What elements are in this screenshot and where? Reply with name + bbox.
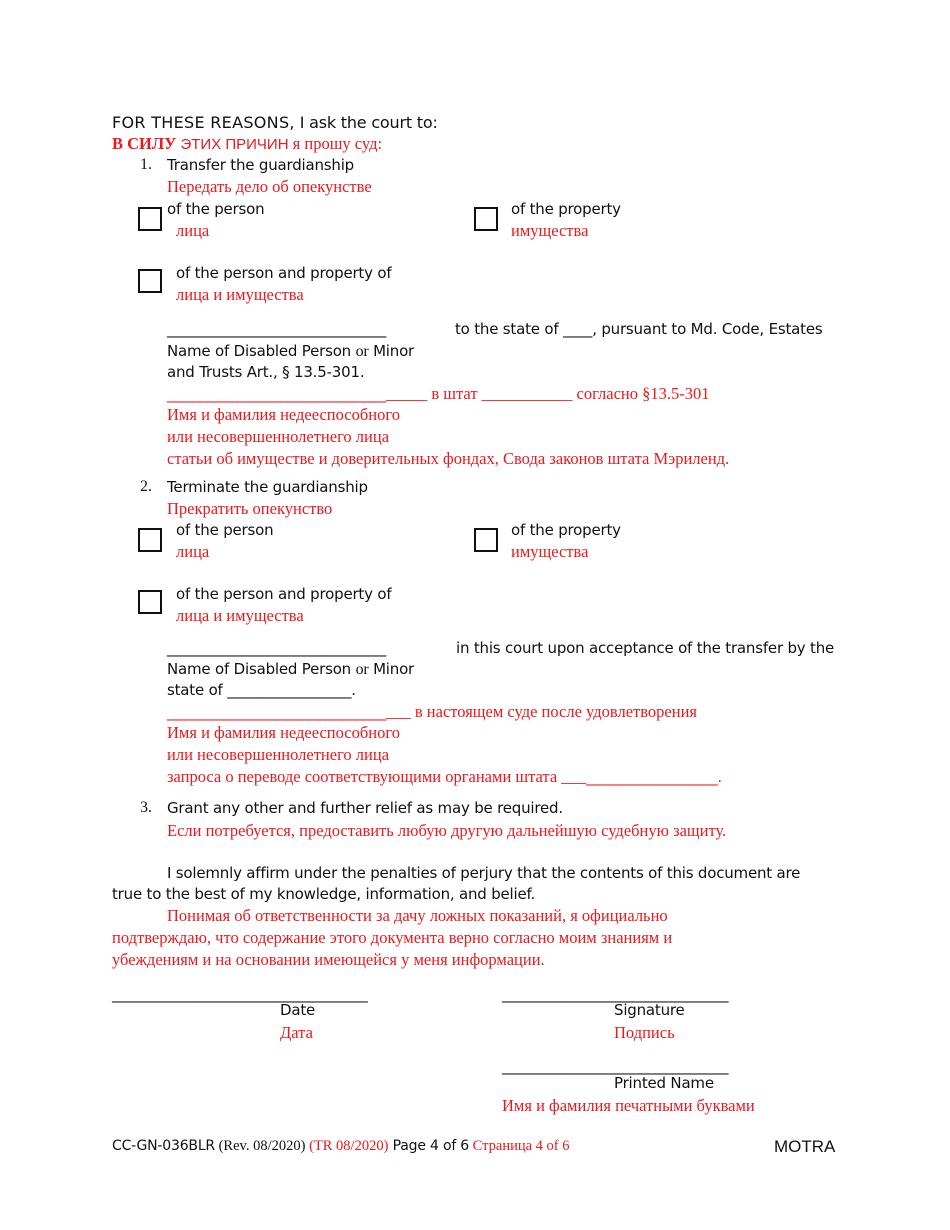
item1-title-ru: Передать дело об опекунстве (167, 177, 372, 196)
item1-name-blank[interactable]: ______________________________ (167, 320, 387, 338)
item2-ru-line1 (167, 702, 697, 722)
item2-both-label-en: of the person and property of (176, 585, 392, 603)
item2-person-checkbox[interactable] (138, 528, 162, 552)
item1-ru-line1-text: в штат ___________ согласно §13.5-301 (427, 384, 710, 403)
item2-number: 2. (140, 478, 152, 495)
footer-form-info (112, 1135, 570, 1155)
item2-ru-name-1: Имя и фамилия недееспособного (167, 723, 400, 742)
item2-name-label (167, 660, 414, 679)
heading-ru-caps: ЭТИХ ПРИЧИН (176, 136, 289, 153)
item2-both-label-ru: лица и имущества (176, 606, 304, 625)
item2-ru-line3b[interactable]: __________________. (586, 768, 722, 786)
footer-rev: (Rev. 08/2020) (214, 1138, 306, 1154)
item1-ru-line3: статьи об имуществе и доверительных фондах, Свода законов штата Мэриленд. (167, 449, 730, 468)
item2-title-en: Terminate the guardianship (167, 478, 368, 496)
item1-property-label-en: of the property (511, 200, 621, 218)
printed-name-label-ru: Имя и фамилия печатными буквами (502, 1096, 755, 1115)
item1-name-label-a: Name of Disabled Person (167, 342, 356, 360)
item2-property-label-ru: имущества (511, 542, 589, 561)
item1-person-label-ru: лица (176, 221, 210, 240)
item1-name-label (167, 342, 414, 361)
item2-name-blank[interactable]: ______________________________ (167, 639, 387, 657)
item1-property-checkbox[interactable] (474, 207, 498, 231)
item1-both-label-en: of the person and property of (176, 264, 392, 282)
heading-en-rest: I ask the court to: (294, 113, 438, 132)
item1-person-checkbox[interactable] (138, 207, 162, 231)
item2-ru-blank[interactable]: ______________________________ (167, 703, 387, 721)
item2-person-label-en: of the person (176, 521, 274, 539)
date-label-en: Date (280, 1001, 316, 1019)
item1-statute-text: and Trusts Art., § 13.5-301. (167, 363, 365, 381)
footer-tr: (TR 08/2020) (305, 1138, 389, 1154)
item2-ru-line1-text: в настоящем суде после удовлетворения (410, 702, 698, 721)
signature-line[interactable]: _______________________________ (502, 985, 729, 1003)
printed-name-line[interactable]: _______________________________ (502, 1057, 729, 1075)
item1-person-label-en: of the person (167, 200, 265, 218)
heading-ru-rest: я прошу суд: (288, 134, 383, 153)
item1-ru-blank[interactable]: ______________________________ (167, 385, 387, 403)
item2-ru-line3a: запроса о переводе соответствующими органами штата ___ (167, 767, 587, 786)
item1-number: 1. (140, 156, 152, 173)
item2-name-label-a: Name of Disabled Person (167, 660, 356, 678)
affirm-en-2: true to the best of my knowledge, information, and belief. (112, 885, 536, 903)
item1-ru-name-1: Имя и фамилия недееспособного (167, 405, 400, 424)
item2-state-text[interactable]: state of _________________. (167, 681, 356, 699)
item1-transfer-text: to the state of ____, pursuant to Md. Code, Estates (455, 320, 823, 338)
affirm-ru-3: убеждениям и на основании имеющейся у меня информации. (112, 950, 545, 969)
heading-ru (112, 134, 382, 154)
signature-label-en: Signature (614, 1001, 685, 1019)
item2-ru-blank2: ___ (386, 702, 411, 721)
item2-both-checkbox[interactable] (138, 590, 162, 614)
item3-number: 3. (140, 799, 152, 816)
heading-en (112, 113, 438, 132)
footer-motra: MOTRA (774, 1137, 836, 1156)
item1-property-label-ru: имущества (511, 221, 589, 240)
affirm-ru-1: Понимая об ответственности за дачу ложных показаний, я официально (167, 906, 668, 925)
item2-name-label-or: or (355, 661, 369, 678)
item3-text-en: Grant any other and further relief as may be required. (167, 799, 563, 817)
footer-form-code: CC-GN-036BLR (112, 1138, 215, 1154)
item2-property-checkbox[interactable] (474, 528, 498, 552)
affirm-en-1: I solemnly affirm under the penalties of perjury that the contents of this document are (167, 864, 801, 882)
item2-person-label-ru: лица (176, 542, 210, 561)
footer-page-en: Page 4 of 6 (388, 1138, 470, 1154)
item2-ru-name-2: или несовершеннолетнего лица (167, 745, 390, 764)
item1-name-label-b: Minor (368, 342, 415, 360)
item2-ru-line3 (167, 767, 722, 787)
item1-both-label-ru: лица и имущества (176, 285, 304, 304)
heading-en-caps: FOR THESE REASONS, (112, 113, 295, 132)
item1-ru-blank2: _____ (386, 384, 428, 403)
item1-ru-line1 (167, 384, 710, 404)
date-line[interactable]: ___________________________________ (112, 985, 368, 1003)
item2-property-label-en: of the property (511, 521, 621, 539)
footer-page-ru: Страница 4 of 6 (469, 1138, 570, 1154)
item1-both-checkbox[interactable] (138, 269, 162, 293)
signature-label-ru: Подпись (614, 1023, 675, 1042)
item1-title-en: Transfer the guardianship (167, 156, 354, 174)
affirm-ru-2: подтверждаю, что содержание этого документа верно согласно моим знаниям и (112, 928, 673, 947)
item2-terminate-text: in this court upon acceptance of the transfer by the (456, 639, 835, 657)
item1-ru-name-2: или несовершеннолетнего лица (167, 427, 390, 446)
heading-ru-bold: В СИЛУ (112, 134, 177, 153)
printed-name-label-en: Printed Name (614, 1074, 714, 1092)
date-label-ru: Дата (280, 1023, 313, 1042)
item3-text-ru: Если потребуется, предоставить любую другую дальнейшую судебную защиту. (167, 821, 727, 840)
item2-title-ru: Прекратить опекунство (167, 499, 333, 518)
item1-name-label-or: or (355, 343, 369, 360)
item2-name-label-b: Minor (368, 660, 415, 678)
